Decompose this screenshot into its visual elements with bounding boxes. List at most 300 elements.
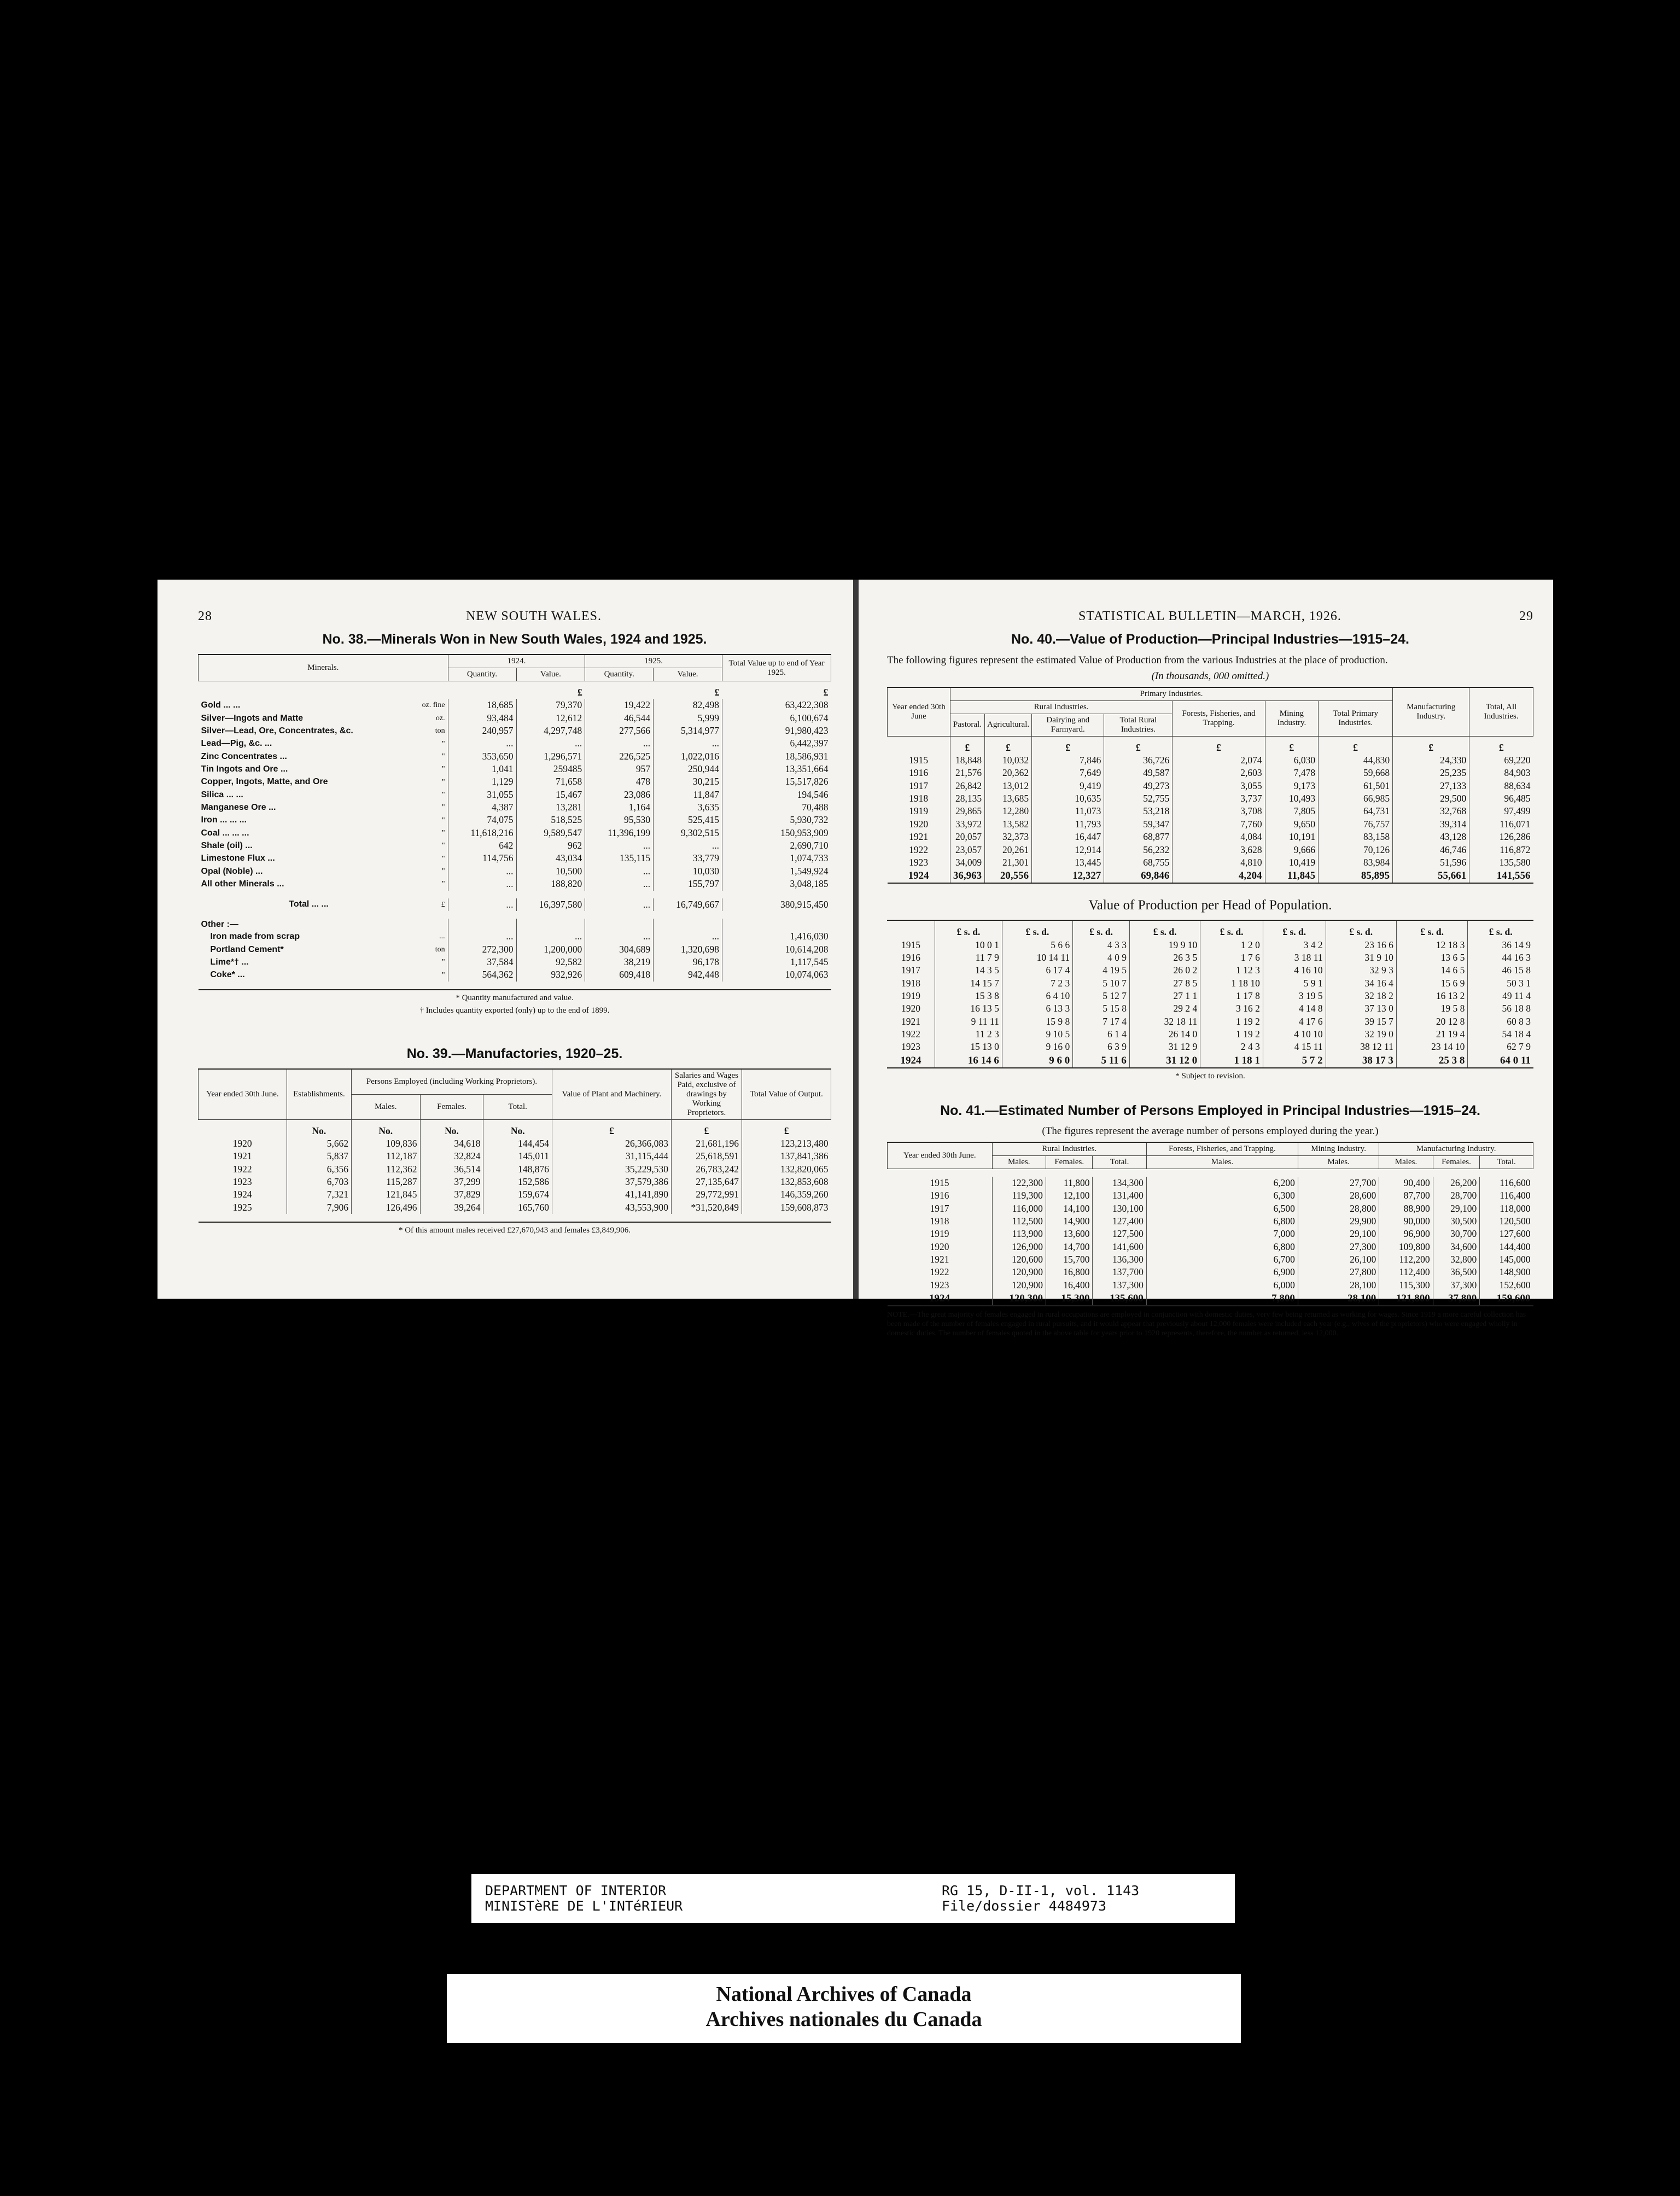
lsd-cell: 4 16 10 (1263, 964, 1326, 977)
mineral-unit: " (441, 752, 445, 761)
table-row (199, 878, 831, 890)
mineral-total: 91,980,423 (722, 725, 831, 737)
mineral-v24: 12,612 (516, 712, 585, 725)
lsd-cell: 1 19 2 (1200, 1028, 1263, 1041)
mineral-q25: 135,115 (585, 852, 654, 865)
mineral-v24: 79,370 (516, 699, 585, 711)
other-mineral-unit: ton (435, 945, 445, 954)
value-cell: 4,810 (1172, 856, 1265, 869)
lsd-cell: 4 15 11 (1263, 1041, 1326, 1053)
t38-h-qty24: Quantity. (448, 668, 516, 681)
persons-cell: 37,800 (1433, 1292, 1480, 1306)
value-cell: 13,685 (985, 792, 1032, 805)
persons-cell: 135,600 (1093, 1292, 1146, 1306)
wages-cell: *31,520,849 (672, 1201, 742, 1214)
males-cell: 121,845 (352, 1188, 420, 1201)
year-cell: 1918 (909, 793, 929, 804)
table-cell (199, 1214, 831, 1222)
currency-mark: £ (1393, 736, 1469, 754)
estab-cell: 7,906 (287, 1201, 351, 1214)
value-cell: 12,914 (1032, 844, 1104, 856)
table-row (888, 856, 1533, 869)
table-row (199, 968, 831, 981)
persons-cell: 14,700 (1046, 1241, 1093, 1253)
lsd-cell: 26 14 0 (1129, 1028, 1200, 1041)
archives-en: National Archives of Canada (716, 1983, 972, 2006)
lsd-cell: 1 2 0 (1200, 939, 1263, 951)
lsd-cell: 16 13 5 (935, 1002, 1002, 1015)
t41-h-manuf-females: Females. (1433, 1155, 1480, 1169)
value-cell: 116,872 (1469, 844, 1533, 856)
lsd-cell: 16 13 2 (1396, 990, 1467, 1002)
output-cell: 132,820,065 (742, 1163, 831, 1176)
value-cell: 68,755 (1104, 856, 1172, 869)
t40-h-manuf: Manufacturing Industry. (1393, 687, 1469, 737)
females-cell: 37,829 (420, 1188, 483, 1201)
value-cell: 21,576 (950, 767, 984, 779)
value-cell: 83,984 (1319, 856, 1393, 869)
plant-cell: 43,553,900 (552, 1201, 671, 1214)
persons-cell: 14,100 (1046, 1202, 1093, 1215)
table-row (199, 956, 831, 968)
lsd-cell: 9 16 0 (1002, 1041, 1072, 1053)
value-cell: 13,445 (1032, 856, 1104, 869)
mineral-q25: 46,544 (585, 712, 654, 725)
mineral-q24: 93,484 (448, 712, 516, 725)
value-cell: 88,634 (1469, 780, 1533, 792)
lsd-cell: 50 3 1 (1468, 977, 1533, 990)
table-row (199, 1214, 831, 1222)
persons-cell: 137,700 (1093, 1266, 1146, 1278)
table40-subtitle: (In thousands, 000 omitted.) (1151, 670, 1269, 682)
currency-mark: £ (1469, 736, 1533, 754)
value-cell: 70,126 (1319, 844, 1393, 856)
mineral-total: 6,442,397 (722, 737, 831, 750)
plant-cell: 35,229,530 (552, 1163, 671, 1176)
lsd-cell: 32 9 3 (1326, 964, 1396, 977)
males-cell: 112,187 (352, 1150, 420, 1163)
other-mineral-unit: " (441, 971, 445, 979)
lsd-cell: 15 6 9 (1396, 977, 1467, 990)
t40-h-mining: Mining Industry. (1265, 700, 1318, 736)
currency-mark: £ (1104, 736, 1172, 754)
lsd-cell: 14 6 5 (1396, 964, 1467, 977)
other-mineral-name: Portland Cement* (210, 944, 284, 954)
total-cell: 145,011 (483, 1150, 552, 1163)
lsd-cell: 32 18 2 (1326, 990, 1396, 1002)
mineral-v25: 33,779 (654, 852, 722, 865)
right-running-head (887, 609, 1533, 624)
t41-h-rural-females: Females. (1046, 1155, 1093, 1169)
lsd-cell: 6 13 3 (1002, 1002, 1072, 1015)
mineral-name: Tin Ingots and Ore ... (201, 764, 288, 774)
mineral-v25: 5,314,977 (654, 725, 722, 737)
mineral-v25: 82,498 (654, 699, 722, 711)
year-cell: 1922 (232, 1163, 252, 1175)
t41-h-rural-total: Total. (1093, 1155, 1146, 1169)
book-gutter (853, 580, 859, 1299)
females-cell: 37,299 (420, 1176, 483, 1188)
table-row (887, 1002, 1533, 1015)
lsd-cell: 31 12 9 (1129, 1041, 1200, 1053)
value-cell: 83,158 (1319, 831, 1393, 843)
table39-title: No. 39.—Manufactories, 1920–25. (406, 1046, 623, 1061)
persons-cell: 6,700 (1146, 1253, 1298, 1266)
persons-cell: 148,900 (1480, 1266, 1533, 1278)
mineral-name: Lead—Pig, &c. ... (201, 739, 272, 749)
mineral-v25: 3,635 (654, 801, 722, 814)
mineral-unit: " (441, 828, 445, 837)
mineral-name: Gold ... ... (201, 700, 241, 710)
mineral-v24: 259485 (516, 763, 585, 775)
table-row (887, 1054, 1533, 1068)
persons-cell: 27,300 (1298, 1241, 1379, 1253)
table-row (888, 1202, 1533, 1215)
value-cell: 44,830 (1319, 754, 1393, 767)
total-cell: 148,876 (483, 1163, 552, 1176)
table-row (199, 891, 831, 898)
mineral-unit: " (441, 778, 445, 786)
mineral-q24: 240,957 (448, 725, 516, 737)
value-cell: 53,218 (1104, 805, 1172, 817)
table-row (887, 1041, 1533, 1053)
lsd-cell: 4 10 10 (1263, 1028, 1326, 1041)
value-cell: 9,650 (1265, 818, 1318, 831)
table-row (887, 990, 1533, 1002)
year-cell: 1915 (909, 755, 929, 766)
table-cell (585, 681, 654, 699)
value-cell: 20,362 (985, 767, 1032, 779)
table-row (199, 827, 831, 839)
other-label: Other :— (201, 919, 238, 929)
value-cell: 2,074 (1172, 754, 1265, 767)
other-mineral-v24: 932,926 (516, 968, 585, 981)
lsd-cell: 37 13 0 (1326, 1002, 1396, 1015)
mineral-name: Zinc Concentrates ... (201, 751, 287, 761)
persons-cell: 145,000 (1480, 1253, 1533, 1266)
table-row (887, 951, 1533, 964)
left-page-number: 28 (198, 609, 212, 623)
currency-mark: £ (1265, 736, 1318, 754)
table41 (887, 1142, 1533, 1306)
unit-plant: £ (552, 1119, 671, 1137)
table-cell (448, 681, 516, 699)
lsd-cell: 7 17 4 (1073, 1015, 1130, 1028)
lsd-cell: 11 2 3 (935, 1028, 1002, 1041)
mineral-name: Iron ... ... ... (201, 815, 247, 825)
output-cell: 146,359,260 (742, 1188, 831, 1201)
value-cell: 49,587 (1104, 767, 1172, 779)
mineral-total: 2,690,710 (722, 839, 831, 852)
mineral-name: Opal (Noble) ... (201, 866, 263, 876)
table-row (199, 919, 831, 931)
persons-cell: 120,900 (992, 1279, 1046, 1292)
table-row (888, 1279, 1533, 1292)
year-cell: 1917 (930, 1202, 949, 1214)
year-cell: 1921 (232, 1150, 252, 1162)
mineral-q24: 353,650 (448, 750, 516, 763)
table-row (888, 1228, 1533, 1240)
year-cell: 1924 (908, 870, 929, 882)
mineral-unit: " (441, 867, 445, 875)
persons-cell: 28,800 (1298, 1202, 1379, 1215)
table-row (199, 898, 831, 911)
mineral-q24: ... (448, 865, 516, 878)
mineral-q24: 4,387 (448, 801, 516, 814)
mineral-name: Limestone Flux ... (201, 854, 275, 863)
other-mineral-unit: " (441, 958, 445, 967)
lsd-cell: 39 15 7 (1326, 1015, 1396, 1028)
mineral-unit: oz. (435, 714, 445, 722)
currency-mark: £ (1032, 736, 1104, 754)
persons-cell: 16,800 (1046, 1266, 1093, 1278)
table-row (199, 814, 831, 826)
persons-cell: 113,900 (992, 1228, 1046, 1240)
persons-cell: 26,200 (1433, 1177, 1480, 1189)
lsd-header: £ s. d. (1200, 920, 1263, 938)
table-row (887, 920, 1533, 938)
year-cell: 1922 (909, 844, 929, 855)
persons-cell: 88,900 (1379, 1202, 1433, 1215)
table-row (199, 775, 831, 788)
mineral-v24: 13,281 (516, 801, 585, 814)
persons-cell: 152,600 (1480, 1279, 1533, 1292)
mineral-q25: 478 (585, 775, 654, 788)
lsd-cell: 38 12 11 (1326, 1041, 1396, 1053)
persons-cell: 119,300 (992, 1189, 1046, 1202)
lsd-cell: 23 14 10 (1396, 1041, 1467, 1053)
value-cell: 11,793 (1032, 818, 1104, 831)
lsd-header: £ s. d. (1129, 920, 1200, 938)
lsd-cell: 27 8 5 (1129, 977, 1200, 990)
value-cell: 4,204 (1172, 869, 1265, 883)
other-mineral-v25: 942,448 (654, 968, 722, 981)
left-running-head (198, 609, 831, 624)
lsd-header: £ s. d. (1396, 920, 1467, 938)
table-cell (448, 919, 516, 931)
mineral-v25: 1,022,016 (654, 750, 722, 763)
value-cell: 59,347 (1104, 818, 1172, 831)
table-row (199, 1163, 831, 1176)
persons-cell: 116,000 (992, 1202, 1046, 1215)
t38-h-1924: 1924. (448, 655, 585, 668)
females-cell: 32,824 (420, 1150, 483, 1163)
lsd-cell: 3 4 2 (1263, 939, 1326, 951)
t38-h-1925: 1925. (585, 655, 722, 668)
year-cell: 1923 (901, 1041, 921, 1053)
persons-cell: 144,400 (1480, 1241, 1533, 1253)
t41-note: NOTE.—The great majority of females engaged in rural occupations are employed in conjunction with domestic duties, very few being returned as working for wages. Since 1919 a more careful collection has been made of the number of females engaged in rural pursuits, and it would appear that previously about 12,000 females were included each year (e.g., wives of the proprietors) who were engaged wholly in domestic duties. The number of females quoted in the above table for years prior to 1920 represents, therefore, the number as returned, less 12,000. (887, 1311, 1526, 1338)
persons-cell: 122,300 (992, 1177, 1046, 1189)
value-cell: 7,846 (1032, 754, 1104, 767)
value-cell: 126,286 (1469, 831, 1533, 843)
lsd-cell: 20 12 8 (1396, 1015, 1467, 1028)
table-cell (516, 919, 585, 931)
value-cell: 18,848 (950, 754, 984, 767)
lsd-cell: 5 11 6 (1073, 1054, 1130, 1068)
lsd-cell: 3 19 5 (1263, 990, 1326, 1002)
year-cell: 1916 (901, 952, 921, 963)
t38-footnote-2: † Includes quantity exported (only) up to the end of 1899. (419, 1006, 610, 1015)
mineral-v24: 518,525 (516, 814, 585, 826)
lsd-cell: 62 7 9 (1468, 1041, 1533, 1053)
lsd-cell: 3 16 2 (1200, 1002, 1263, 1015)
persons-cell: 116,600 (1480, 1177, 1533, 1189)
mineral-q24: 18,685 (448, 699, 516, 711)
mineral-q24: 31,055 (448, 789, 516, 801)
value-cell: 3,708 (1172, 805, 1265, 817)
lsd-cell: 1 7 6 (1200, 951, 1263, 964)
mineral-total: 13,351,664 (722, 763, 831, 775)
mineral-total: 1,074,733 (722, 852, 831, 865)
table-row (888, 818, 1533, 831)
table-row (199, 911, 831, 919)
mineral-q25: ... (585, 839, 654, 852)
lsd-cell: 4 19 5 (1073, 964, 1130, 977)
lsd-cell: 9 6 0 (1002, 1054, 1072, 1068)
t41-h-forests-males: Males. (1146, 1155, 1298, 1169)
lsd-cell: 15 9 8 (1002, 1015, 1072, 1028)
mineral-q25: ... (585, 865, 654, 878)
other-mineral-v24: 1,200,000 (516, 943, 585, 956)
mineral-q25: 1,164 (585, 801, 654, 814)
left-running-title: NEW SOUTH WALES. (466, 609, 602, 623)
table-row (199, 699, 831, 711)
year-cell: 1915 (930, 1177, 949, 1188)
table40b-title: Value of Production per Head of Population. (1088, 898, 1332, 913)
lsd-cell: 6 4 10 (1002, 990, 1072, 1002)
mineral-total: 15,517,826 (722, 775, 831, 788)
year-cell: 1916 (909, 767, 929, 779)
value-cell: 43,128 (1393, 831, 1469, 843)
mineral-total: 5,930,732 (722, 814, 831, 826)
value-cell: 32,373 (985, 831, 1032, 843)
value-cell: 20,057 (950, 831, 984, 843)
persons-cell: 12,100 (1046, 1189, 1093, 1202)
table-row (888, 1189, 1533, 1202)
unit-estab: No. (287, 1119, 351, 1137)
other-mineral-q25: ... (585, 930, 654, 943)
persons-cell: 131,400 (1093, 1189, 1146, 1202)
table-row (887, 939, 1533, 951)
persons-cell: 127,400 (1093, 1215, 1146, 1228)
value-cell: 20,261 (985, 844, 1032, 856)
table-row (199, 763, 831, 775)
wages-cell: 21,681,196 (672, 1137, 742, 1150)
t40-h-total-all: Total, All Industries. (1469, 687, 1533, 737)
year-cell: 1923 (909, 856, 929, 868)
estab-cell: 6,703 (287, 1176, 351, 1188)
t39-h-year: Year ended 30th June. (199, 1069, 287, 1120)
lsd-cell: 56 18 8 (1468, 1002, 1533, 1015)
lsd-header: £ s. d. (1263, 920, 1326, 938)
mineral-unit: " (441, 739, 445, 748)
total-v25: 16,749,667 (654, 898, 722, 911)
year-cell: 1919 (930, 1228, 949, 1240)
value-cell: 2,603 (1172, 767, 1265, 779)
mineral-v24: 1,296,571 (516, 750, 585, 763)
persons-cell: 14,900 (1046, 1215, 1093, 1228)
persons-cell: 6,800 (1146, 1241, 1298, 1253)
table-row (888, 792, 1533, 805)
mineral-q25: 11,396,199 (585, 827, 654, 839)
other-mineral-name: Lime*† ... (210, 957, 249, 967)
persons-cell: 120,600 (992, 1253, 1046, 1266)
left-page (158, 580, 853, 1299)
value-cell: 12,327 (1032, 869, 1104, 883)
mineral-v25: ... (654, 737, 722, 750)
year-cell: 1918 (930, 1216, 949, 1227)
other-mineral-q25: 609,418 (585, 968, 654, 981)
total-cell: 159,674 (483, 1188, 552, 1201)
lsd-cell: 19 9 10 (1129, 939, 1200, 951)
persons-cell: 27,800 (1298, 1266, 1379, 1278)
other-mineral-q24: 272,300 (448, 943, 516, 956)
table40 (887, 687, 1533, 884)
table-row (199, 982, 831, 990)
persons-cell: 121,800 (1379, 1292, 1433, 1306)
table-row (199, 1119, 831, 1137)
persons-cell: 30,500 (1433, 1215, 1480, 1228)
stamp-dept-fr: MINISTèRE DE L'INTéRIEUR (485, 1898, 683, 1914)
archive-reference-stamp (471, 1874, 1235, 1923)
t39-h-males: Males. (352, 1094, 420, 1119)
lsd-cell: 38 17 3 (1326, 1054, 1396, 1068)
value-cell: 28,135 (950, 792, 984, 805)
other-mineral-q24: ... (448, 930, 516, 943)
right-page-number: 29 (1519, 609, 1533, 623)
lsd-cell: 34 16 4 (1326, 977, 1396, 990)
persons-cell: 7,800 (1146, 1292, 1298, 1306)
mineral-v24: 43,034 (516, 852, 585, 865)
mineral-unit: " (441, 854, 445, 863)
lsd-cell: 21 19 4 (1396, 1028, 1467, 1041)
males-cell: 115,287 (352, 1176, 420, 1188)
total-cell: 144,454 (483, 1137, 552, 1150)
table-cell (722, 919, 831, 931)
mineral-v24: 71,658 (516, 775, 585, 788)
persons-cell: 112,500 (992, 1215, 1046, 1228)
value-cell: 36,963 (950, 869, 984, 883)
year-cell: 1919 (909, 805, 929, 817)
year-cell: 1917 (909, 780, 929, 791)
value-cell: 52,755 (1104, 792, 1172, 805)
lsd-header: £ s. d. (1468, 920, 1533, 938)
lsd-cell: 54 18 4 (1468, 1028, 1533, 1041)
table41-subtitle: (The figures represent the average number of persons employed during the year.) (1042, 1125, 1379, 1137)
value-cell: 69,220 (1469, 754, 1533, 767)
value-cell: 39,314 (1393, 818, 1469, 831)
persons-cell: 28,100 (1298, 1292, 1379, 1306)
value-cell: 7,805 (1265, 805, 1318, 817)
total-q25: ... (585, 898, 654, 911)
mineral-q25: 95,530 (585, 814, 654, 826)
mineral-v24: 10,500 (516, 865, 585, 878)
output-cell: 137,841,386 (742, 1150, 831, 1163)
value-cell: 10,493 (1265, 792, 1318, 805)
lsd-cell: 2 4 3 (1200, 1041, 1263, 1053)
persons-cell: 29,100 (1298, 1228, 1379, 1240)
lsd-cell: 36 14 9 (1468, 939, 1533, 951)
table-row (888, 754, 1533, 767)
value-cell: 49,273 (1104, 780, 1172, 792)
table-row (888, 736, 1533, 754)
mineral-v25: 10,030 (654, 865, 722, 878)
persons-cell: 127,500 (1093, 1228, 1146, 1240)
mineral-name: Copper, Ingots, Matte, and Ore (201, 777, 328, 787)
table-row (199, 737, 831, 750)
persons-cell: 116,400 (1480, 1189, 1533, 1202)
